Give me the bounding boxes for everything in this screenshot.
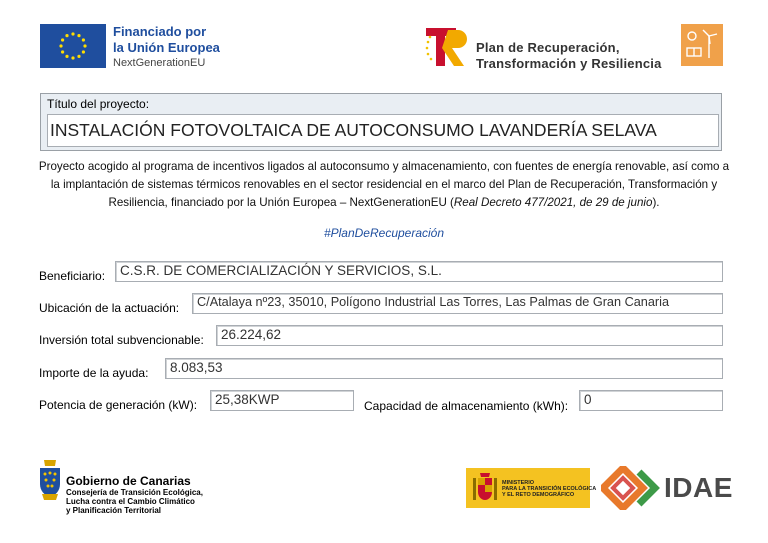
ministry-line1: MINISTERIO [502, 480, 535, 486]
generation-power-label: Potencia de generación (kW): [39, 398, 198, 412]
aid-amount-field: 8.083,53 [165, 358, 723, 379]
canarias-government-title: Gobierno de Canarias [66, 474, 191, 488]
description-text: Proyecto acogido al programa de incentivos ligados al autoconsumo y almacenamiento, con fuentes de energía renovable, así como a la implantación de sistemas térmicos renovables en el sector residencial en el marco del Plan de Recuperación, Transformación y Resiliencia, financiado por la Unión Europea – NextGenerationEU ( [38, 160, 730, 209]
storage-capacity-label: Capacidad de almacenamiento (kWh): [364, 399, 569, 413]
canarias-department-line2: Lucha contra el Cambio Climático [66, 497, 195, 506]
canarias-department [66, 488, 203, 515]
eu-funding-line3: NextGenerationEU [113, 57, 206, 69]
ministry-line2: PARA LA TRANSICIÓN ECOLÓGICA [502, 486, 597, 492]
description-end: ). [652, 196, 660, 209]
canarias-department-line1: Consejería de Transición Ecológica, [66, 488, 203, 497]
renewable-energy-icon [681, 24, 723, 66]
project-description [34, 158, 734, 212]
hashtag: #PlanDeRecuperación [323, 226, 445, 240]
investment-field: 26.224,62 [216, 325, 723, 346]
aid-amount-label: Importe de la ayuda: [39, 366, 149, 380]
idae-logo-icon [601, 466, 661, 510]
location-label: Ubicación de la actuación: [39, 301, 180, 315]
idae-wordmark: IDAE [664, 472, 733, 503]
location-field: C/Atalaya nº23, 35010, Polígono Industrial Las Torres, Las Palmas de Gran Canaria [192, 293, 723, 314]
eu-funding-line1: Financiado por [113, 24, 207, 39]
canarias-crest-icon [38, 458, 62, 502]
storage-capacity-field: 0 [579, 390, 723, 411]
canarias-department-line3: y Planificación Territorial [66, 506, 161, 515]
recovery-plan-line1: Plan de Recuperación, [476, 40, 620, 55]
beneficiary-field: C.S.R. DE COMERCIALIZACIÓN Y SERVICIOS, S.L. [115, 261, 723, 282]
eu-funding-line2: la Unión Europea [113, 40, 220, 55]
beneficiary-label: Beneficiario: [39, 269, 106, 283]
ministry-line3: Y EL RETO DEMOGRÁFICO [502, 492, 575, 498]
generation-power-field: 25,38KWP [210, 390, 354, 411]
project-title-label: Título del proyecto: [47, 97, 150, 111]
recovery-plan-line2: Transformación y Resiliencia [476, 56, 662, 71]
decree-reference: Real Decreto 477/2021, de 29 de junio [453, 196, 653, 209]
eu-flag-icon [40, 24, 106, 68]
investment-label: Inversión total subvencionable: [39, 333, 204, 347]
spain-crest-icon [470, 472, 500, 504]
recovery-plan-logo-icon [424, 26, 470, 68]
project-title-field: INSTALACIÓN FOTOVOLTAICA DE AUTOCONSUMO LAVANDERÍA SELAVA [47, 114, 719, 147]
ministry-name [502, 480, 596, 498]
